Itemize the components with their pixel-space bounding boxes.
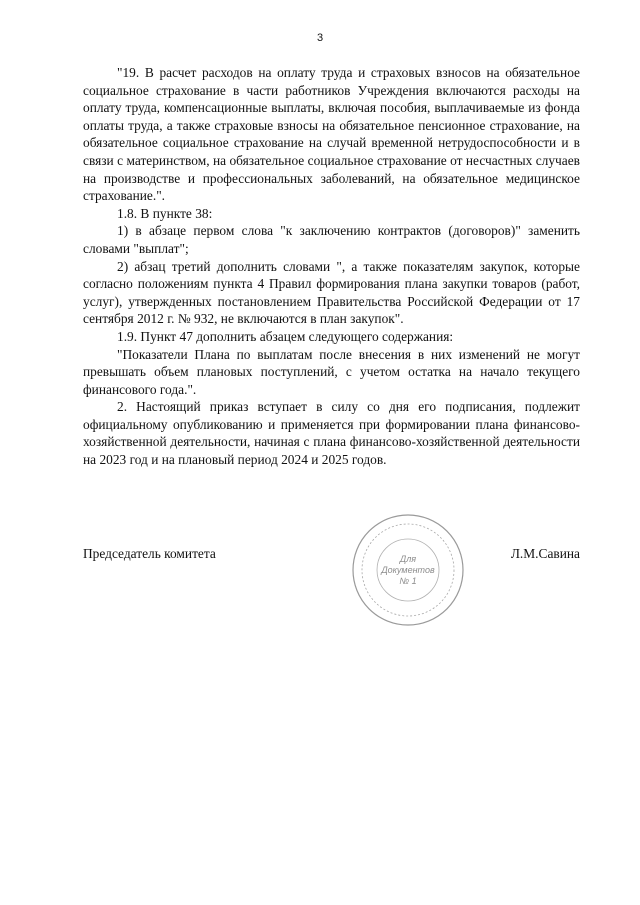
- paragraph-1-8-heading: 1.8. В пункте 38:: [117, 205, 213, 221]
- signature-block: [83, 546, 580, 566]
- paragraph-1-9-text: "Показатели Плана по выплатам после внесения в них изменений не могут превышать объем плановых поступлений, с учетом остатка на начало текущего финансового года.".: [83, 346, 580, 397]
- document-body: [83, 64, 580, 469]
- stamp-line-1: Для: [399, 554, 417, 564]
- paragraph-1-8-sub-1: 1) в абзаце первом слова "к заключению контрактов (договоров)" заменить словами "выплат";: [83, 223, 580, 256]
- paragraph-2-effective: 2. Настоящий приказ вступает в силу со дня его подписания, подлежит официальному опубликованию и применяется при формировании плана финансово-хозяйственной деятельности, начиная с плана финансово-хозяйственной деятельности на 2023 год и на плановый период 2024 и 2025 годов.: [83, 399, 580, 468]
- stamp-line-2: Документов: [381, 565, 435, 575]
- page-number: 3: [316, 32, 324, 44]
- paragraph-item-19-text: "19. В расчет расходов на оплату труда и страховых взносов на обязательное социальное страхование в части работников Учреждения включаются расходы на оплату труда, компенсационные выплаты, включая пособия, выплачиваемые из фонда оплаты труда, а также страховые взносы на обязательное пенсионное страхование, на обязательное социальное страхование на случай временной нетрудоспособности и в связи с материнством, на обязательное социальное страхование от несчастных случаев на производстве и профессиональных заболеваний, на обязательное медицинское страхование.".: [83, 65, 580, 204]
- paragraph-1-8-sub-2: 2) абзац третий дополнить словами ", а также показателям закупок, которые согласно положениям пункта 4 Правил формирования плана закупки товаров (работ, услуг), утвержденных постановлением Правительства Российской Федерации от 17 сентября 2012 г. № 932, не включаются в план закупок".: [83, 258, 580, 327]
- stamp-line-3: № 1: [399, 576, 417, 586]
- signer-name: Л.М.Савина: [510, 546, 580, 561]
- signer-title: Председатель комитета: [83, 546, 216, 561]
- paragraph-1-9-heading: 1.9. Пункт 47 дополнить абзацем следующего содержания:: [117, 328, 454, 344]
- official-seal-stamp: [350, 512, 466, 628]
